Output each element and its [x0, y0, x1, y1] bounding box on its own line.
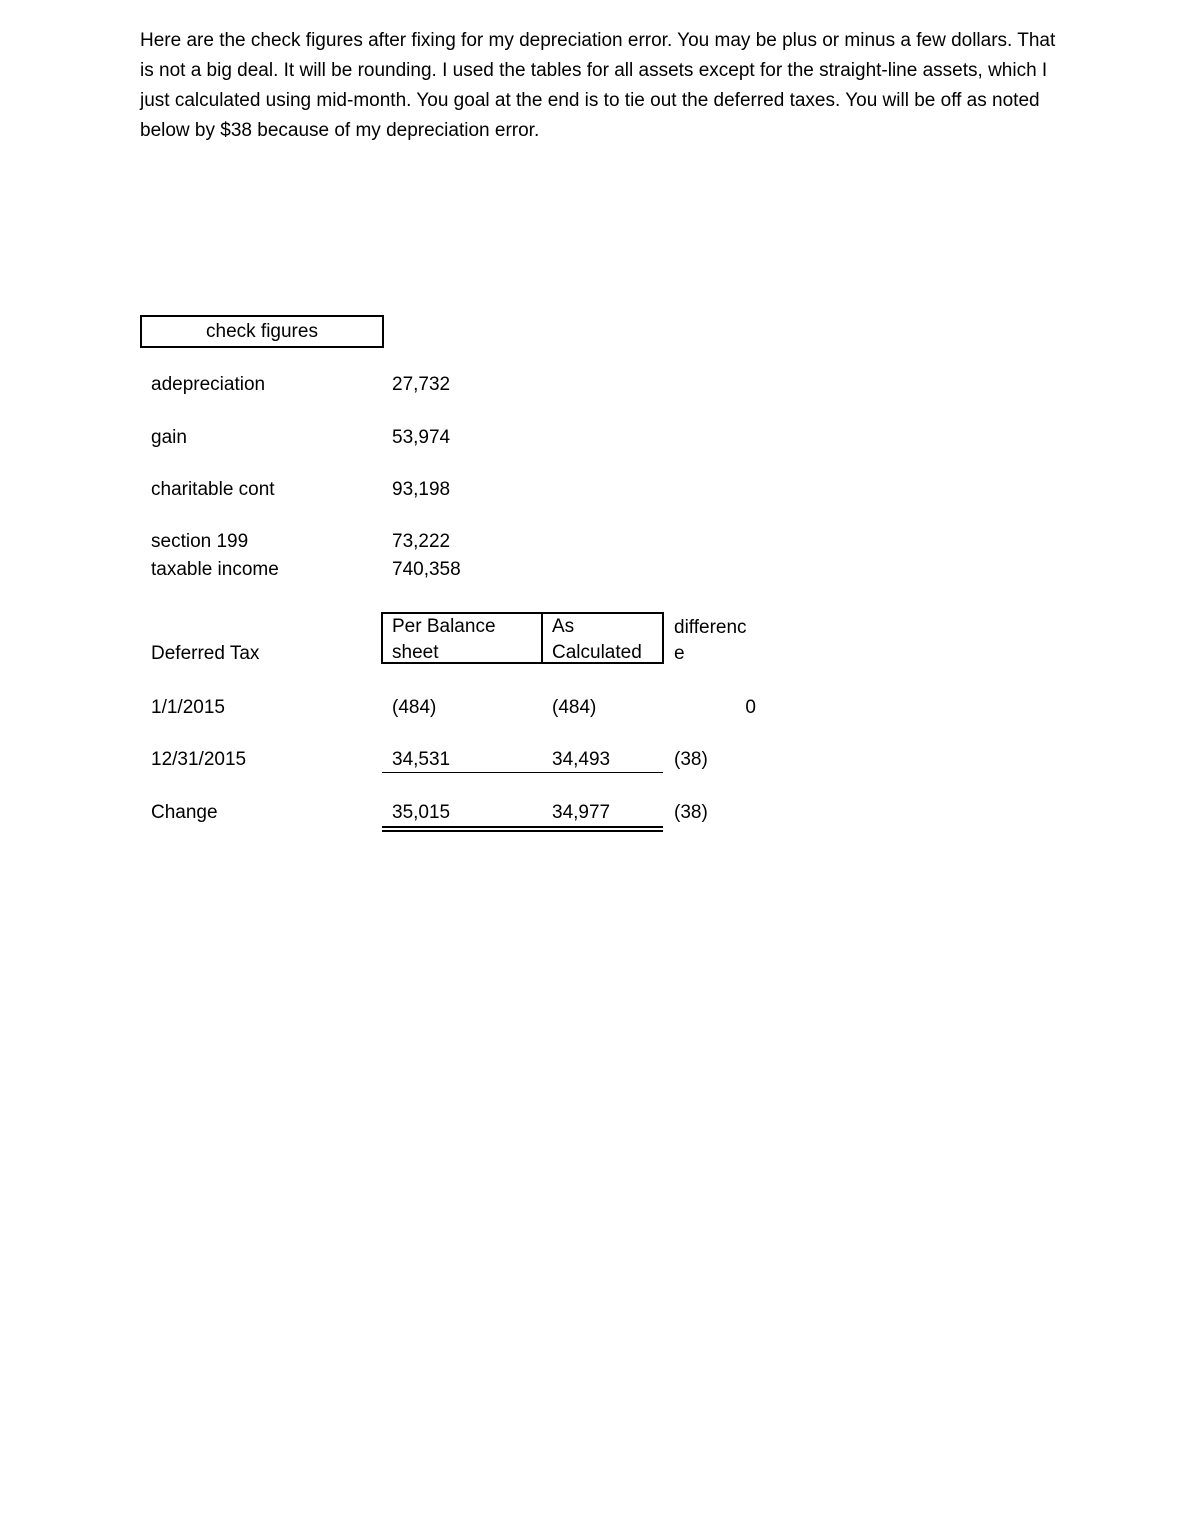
deferred-row-difference: 0	[745, 697, 756, 718]
deferred-row-per-balance: 34,531	[392, 749, 451, 770]
check-item-label: charitable cont	[151, 479, 275, 500]
deferred-row-as-calculated: 34,493	[552, 749, 611, 770]
deferred-row-as-calculated: (484)	[552, 697, 597, 718]
check-item-value: 53,974	[392, 427, 451, 448]
per-balance-header	[381, 612, 543, 664]
as-calculated-header	[541, 612, 664, 664]
per-balance-header-line1: Per Balance	[392, 616, 496, 637]
deferred-row-per-balance: (484)	[392, 697, 437, 718]
check-item-label: adepreciation	[151, 374, 266, 395]
difference-header-line1: differenc	[674, 617, 747, 638]
deferred-row-per-balance: 35,015	[392, 802, 451, 823]
intro-paragraph: Here are the check figures after fixing for my depreciation error. You may be plus or minus a few dollars. That is not a big deal. It will be rounding. I used the tables for all assets except for the straight-line assets, which I just calculated using mid-month. You goal at the end is to tie out the deferred taxes. You will be off as noted below by $38 because of my depreciation error.	[140, 30, 1056, 141]
check-item-label: taxable income	[151, 559, 279, 580]
deferred-row-label: Change	[151, 802, 218, 823]
check-item-value: 73,222	[392, 531, 451, 552]
deferred-row-difference: (38)	[674, 749, 708, 770]
deferred-tax-label: Deferred Tax	[151, 643, 260, 664]
double-underline	[382, 826, 663, 832]
deferred-row-difference: (38)	[674, 802, 708, 823]
check-item-value: 93,198	[392, 479, 451, 500]
check-item-value: 740,358	[392, 559, 461, 580]
single-underline	[382, 772, 663, 773]
per-balance-header-line2: sheet	[392, 642, 439, 663]
check-item-label: section 199	[151, 531, 249, 552]
check-item-value: 27,732	[392, 374, 451, 395]
deferred-row-as-calculated: 34,977	[552, 802, 611, 823]
as-calculated-header-line2: Calculated	[552, 642, 642, 663]
difference-header-line2: e	[674, 643, 685, 664]
check-figures-title: check figures	[140, 315, 384, 348]
as-calculated-header-line1: As	[552, 616, 575, 637]
deferred-row-label: 1/1/2015	[151, 697, 225, 718]
check-item-label: gain	[151, 427, 187, 448]
deferred-row-label: 12/31/2015	[151, 749, 247, 770]
